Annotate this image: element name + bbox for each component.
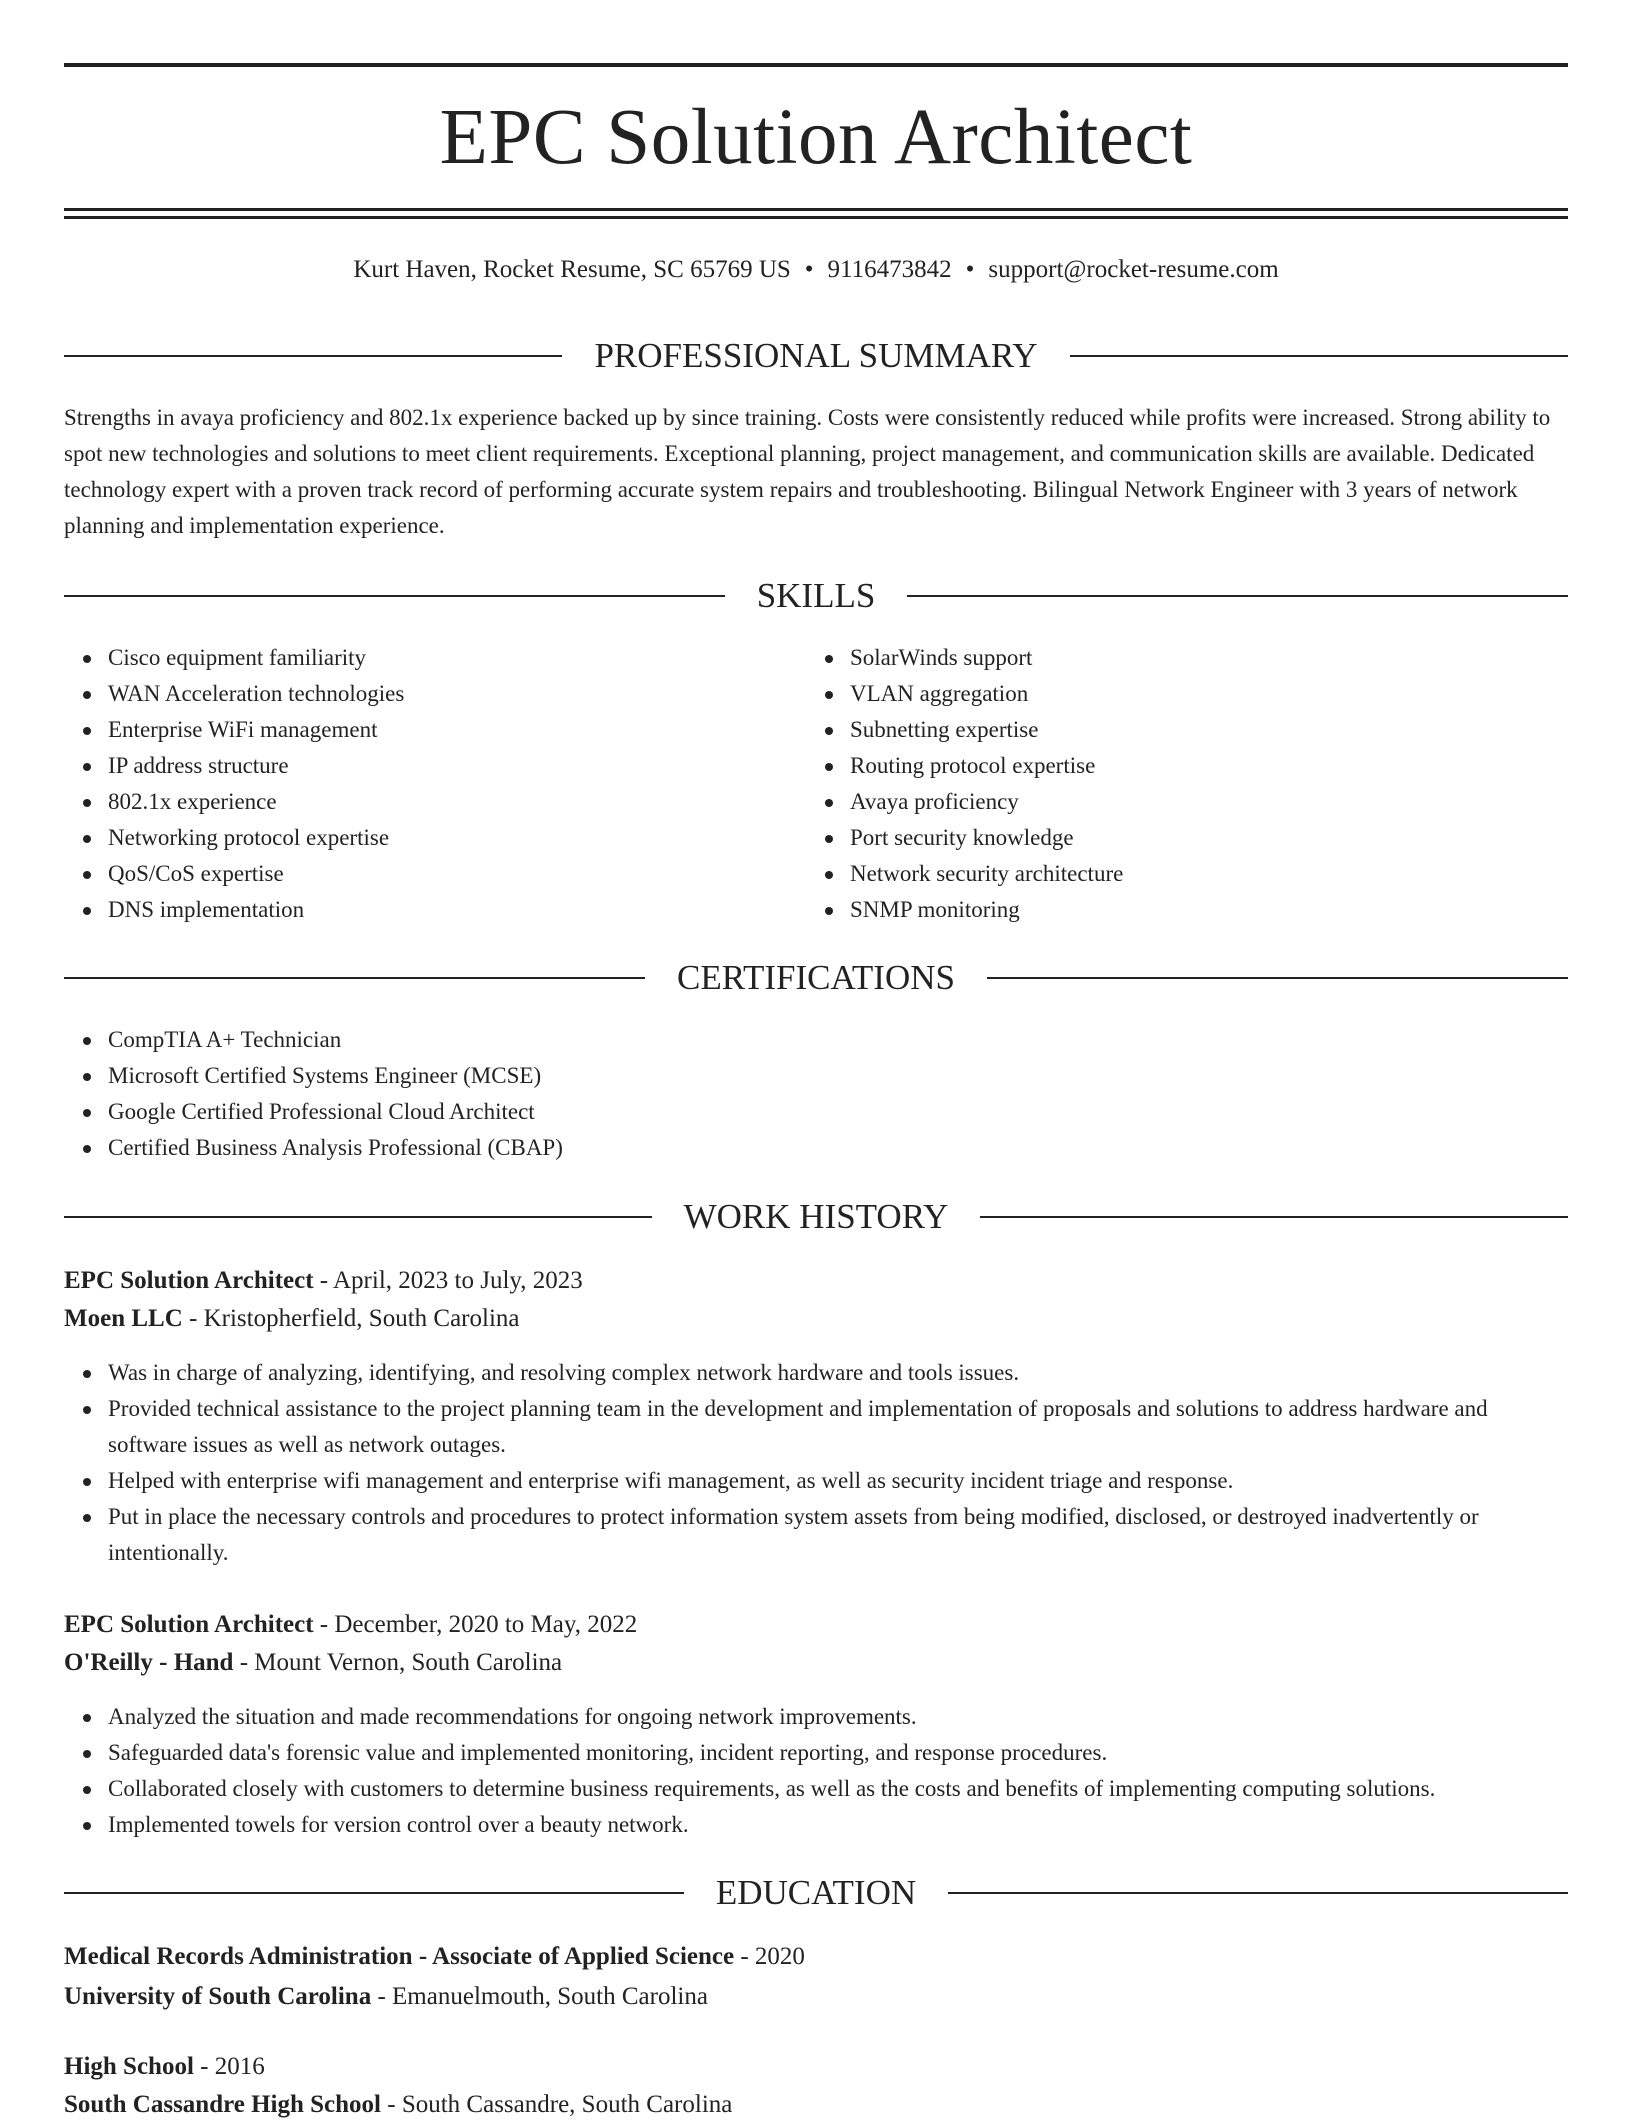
job-bullet: Was in charge of analyzing, identifying, and resolving complex network hardware and tools issues.	[108, 1355, 1568, 1391]
contact-separator: •	[804, 256, 814, 283]
skill-item: Subnetting expertise	[850, 712, 1550, 748]
section-heading-certifications	[64, 956, 1568, 1000]
skill-item: Cisco equipment familiarity	[108, 640, 808, 676]
section-title: SKILLS	[756, 576, 876, 615]
contact-phone: 9116473842	[827, 256, 952, 283]
job-bullet: Implemented towels for version control over a beauty network.	[108, 1807, 1568, 1843]
education-year: - 2020	[734, 1943, 805, 1970]
divider-line	[948, 1892, 1568, 1894]
job-bullet: Analyzed the situation and made recommendations for ongoing network improvements.	[108, 1699, 1568, 1735]
job-bullets	[64, 1699, 1568, 1843]
job-company: Moen LLC	[64, 1305, 183, 1332]
section-heading-skills	[64, 574, 1568, 618]
job-bullet: Helped with enterprise wifi management and enterprise wifi management, as well as security incident triage and response.	[108, 1463, 1568, 1499]
education-school-line	[64, 2086, 1568, 2124]
education-location: - Emanuelmouth, South Carolina	[371, 1983, 708, 2010]
education-school-line	[64, 1978, 1568, 2016]
job-title: EPC Solution Architect	[64, 1611, 314, 1638]
section-title: PROFESSIONAL SUMMARY	[594, 336, 1038, 375]
contact-separator: •	[965, 256, 975, 283]
skill-item: Port security knowledge	[850, 820, 1550, 856]
job-location: - Kristopherfield, South Carolina	[182, 1305, 520, 1332]
certifications-list	[64, 1022, 1568, 1166]
skill-item: 802.1x experience	[108, 784, 808, 820]
section-title: EDUCATION	[715, 1873, 917, 1912]
header-double-rule-bottom	[64, 216, 1568, 219]
skill-item: SNMP monitoring	[850, 892, 1550, 928]
certification-item: Microsoft Certified Systems Engineer (MCSE)	[108, 1058, 1568, 1094]
skill-item: QoS/CoS expertise	[108, 856, 808, 892]
job-dates: - December, 2020 to May, 2022	[313, 1611, 638, 1638]
education-degree: Medical Records Administration - Associate of Applied Science	[64, 1943, 735, 1970]
job-company-line	[64, 1300, 1568, 1338]
skill-item: Enterprise WiFi management	[108, 712, 808, 748]
job-bullet: Put in place the necessary controls and procedures to protect information system assets from being modified, disclosed, or destroyed inadvertently or intentionally.	[108, 1499, 1568, 1571]
skills-list-right	[806, 640, 1550, 928]
job-bullet: Collaborated closely with customers to determine business requirements, as well as the costs and benefits of implementing computing solutions.	[108, 1771, 1568, 1807]
skill-item: Avaya proficiency	[850, 784, 1550, 820]
skill-item: IP address structure	[108, 748, 808, 784]
skill-item: VLAN aggregation	[850, 676, 1550, 712]
section-heading-education	[64, 1871, 1568, 1915]
section-title: CERTIFICATIONS	[677, 958, 955, 997]
divider-line	[1070, 355, 1568, 357]
certification-item: Google Certified Professional Cloud Architect	[108, 1094, 1568, 1130]
education-degree: High School	[64, 2053, 194, 2080]
contact-address: Kurt Haven, Rocket Resume, SC 65769 US	[353, 256, 791, 283]
education-school: University of South Carolina	[64, 1983, 372, 2010]
divider-line	[64, 595, 725, 597]
education-degree-line	[64, 1938, 1568, 1976]
skill-item: WAN Acceleration technologies	[108, 676, 808, 712]
job-dates: - April, 2023 to July, 2023	[313, 1267, 583, 1294]
skill-item: SolarWinds support	[850, 640, 1550, 676]
summary-text: Strengths in avaya proficiency and 802.1x experience backed up by since training. Costs were consistently reduced while profits were increased. Strong ability to spot new technologies and solutions to meet client requirements. Exceptional planning, project management, and communication skills are available. Dedicated technology expert with a proven track record of performing accurate system repairs and troubleshooting. Bilingual Network Engineer with 3 years of network planning and implementation experience.	[64, 405, 1551, 538]
skills-list-left	[64, 640, 808, 928]
job-bullet: Safeguarded data's forensic value and implemented monitoring, incident reporting, and response procedures.	[108, 1735, 1568, 1771]
job-title-line	[64, 1606, 1568, 1644]
divider-line	[64, 1216, 652, 1218]
section-heading-summary	[64, 334, 1568, 378]
skill-item: Routing protocol expertise	[850, 748, 1550, 784]
job-title: EPC Solution Architect	[64, 1267, 314, 1294]
education-location: - South Cassandre, South Carolina	[381, 2091, 733, 2118]
divider-line	[64, 355, 562, 357]
skill-item: Network security architecture	[850, 856, 1550, 892]
section-heading-work	[64, 1195, 1568, 1239]
job-company-line	[64, 1644, 1568, 1682]
education-degree-line	[64, 2048, 1568, 2086]
divider-line	[64, 1892, 684, 1894]
divider-line	[987, 977, 1568, 979]
resume-title: EPC Solution Architect	[439, 94, 1193, 181]
education-year: - 2016	[193, 2053, 265, 2080]
contact-email: support@rocket-resume.com	[988, 256, 1279, 283]
job-bullets	[64, 1355, 1568, 1571]
header-double-rule-top	[64, 208, 1568, 211]
job-location: - Mount Vernon, South Carolina	[233, 1649, 563, 1676]
education-school: South Cassandre High School	[64, 2091, 381, 2118]
divider-line	[907, 595, 1568, 597]
divider-line	[64, 977, 645, 979]
divider-line	[980, 1216, 1568, 1218]
certification-item: Certified Business Analysis Professional (CBAP)	[108, 1130, 1568, 1166]
job-title-line	[64, 1262, 1568, 1300]
job-bullet: Provided technical assistance to the project planning team in the development and implementation of proposals and solutions to address hardware and software issues as well as network outages.	[108, 1391, 1568, 1463]
skill-item: DNS implementation	[108, 892, 808, 928]
job-company: O'Reilly - Hand	[64, 1649, 234, 1676]
header-top-rule	[64, 63, 1568, 67]
section-title: WORK HISTORY	[683, 1197, 949, 1236]
skill-item: Networking protocol expertise	[108, 820, 808, 856]
contact-line	[64, 252, 1568, 288]
certification-item: CompTIA A+ Technician	[108, 1022, 1568, 1058]
